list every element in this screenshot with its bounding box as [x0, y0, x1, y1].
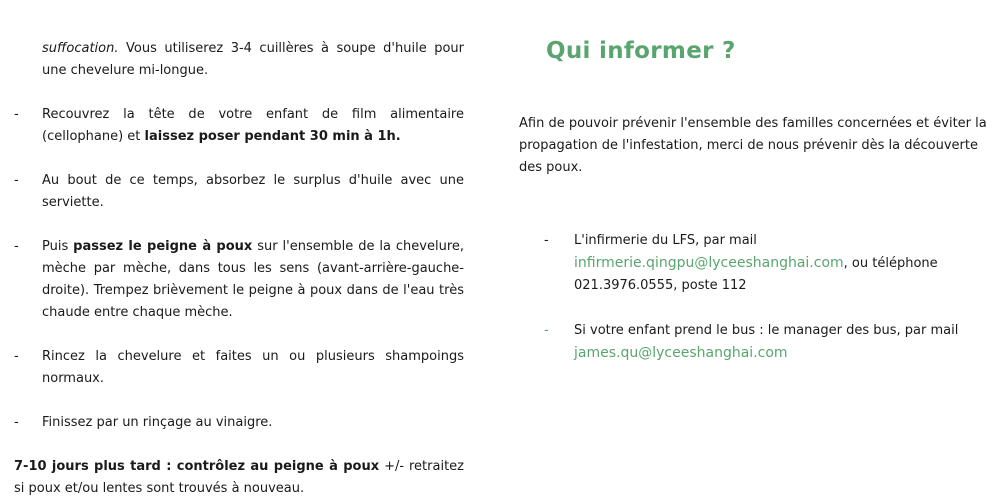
- step-absorb: - Au bout de ce temps, absorbez le surplus d'huile avec une serviette.: [14, 170, 464, 214]
- bus-manager-email-link[interactable]: james.qu@lyceeshanghai.com: [574, 345, 788, 361]
- list-dash: -: [14, 239, 19, 254]
- list-dash: -: [544, 323, 549, 338]
- contact-bus-manager: - Si votre enfant prend le bus : le manager des bus, par mail james.qu@lyceeshanghai.com: [544, 320, 984, 365]
- list-dash: -: [544, 233, 549, 248]
- list-dash: -: [14, 415, 19, 430]
- list-dash: -: [14, 173, 19, 188]
- intro-paragraph: Afin de pouvoir prévenir l'ensemble des familles concernées et éviter la propagation de l'infestation, merci de nous prévenir dès la découverte des poux.: [519, 116, 987, 175]
- followup-note: 7-10 jours plus tard : contrôlez au peigne à poux +/- retraitez si poux et/ou lentes sont trouvés à nouveau.: [14, 459, 464, 496]
- step-rinse: - Rincez la chevelure et faites un ou plusieurs shampoings normaux.: [14, 346, 464, 390]
- section-title: Qui informer ?: [546, 38, 736, 64]
- infirmerie-email-link[interactable]: infirmerie.qingpu@lyceeshanghai.com: [574, 255, 844, 271]
- contact-infirmerie: - L'infirmerie du LFS, par mail infirmerie.qingpu@lyceeshanghai.com, ou téléphone 021.3976.0555, poste 112: [544, 230, 984, 297]
- intro-continuation: suffocation. Vous utiliserez 3-4 cuillères à soupe d'huile pour une chevelure mi-longue.: [42, 41, 464, 78]
- emphasis-text: suffocation.: [42, 41, 119, 56]
- step-vinegar: - Finissez par un rinçage au vinaigre.: [14, 412, 464, 434]
- step-cover-head: - Recouvrez la tête de votre enfant de film alimentaire (cellophane) et laissez poser pendant 30 min à 1h.: [14, 104, 464, 148]
- list-dash: -: [14, 349, 19, 364]
- step-comb: - Puis passez le peigne à poux sur l'ensemble de la chevelure, mèche par mèche, dans tous les sens (avant-arrière-gauche-droite). Trempez brièvement le peigne à poux dans de l'eau très chaude entre chaque mèche.: [14, 236, 464, 324]
- list-dash: -: [14, 107, 19, 122]
- instructions-column: [14, 38, 464, 500]
